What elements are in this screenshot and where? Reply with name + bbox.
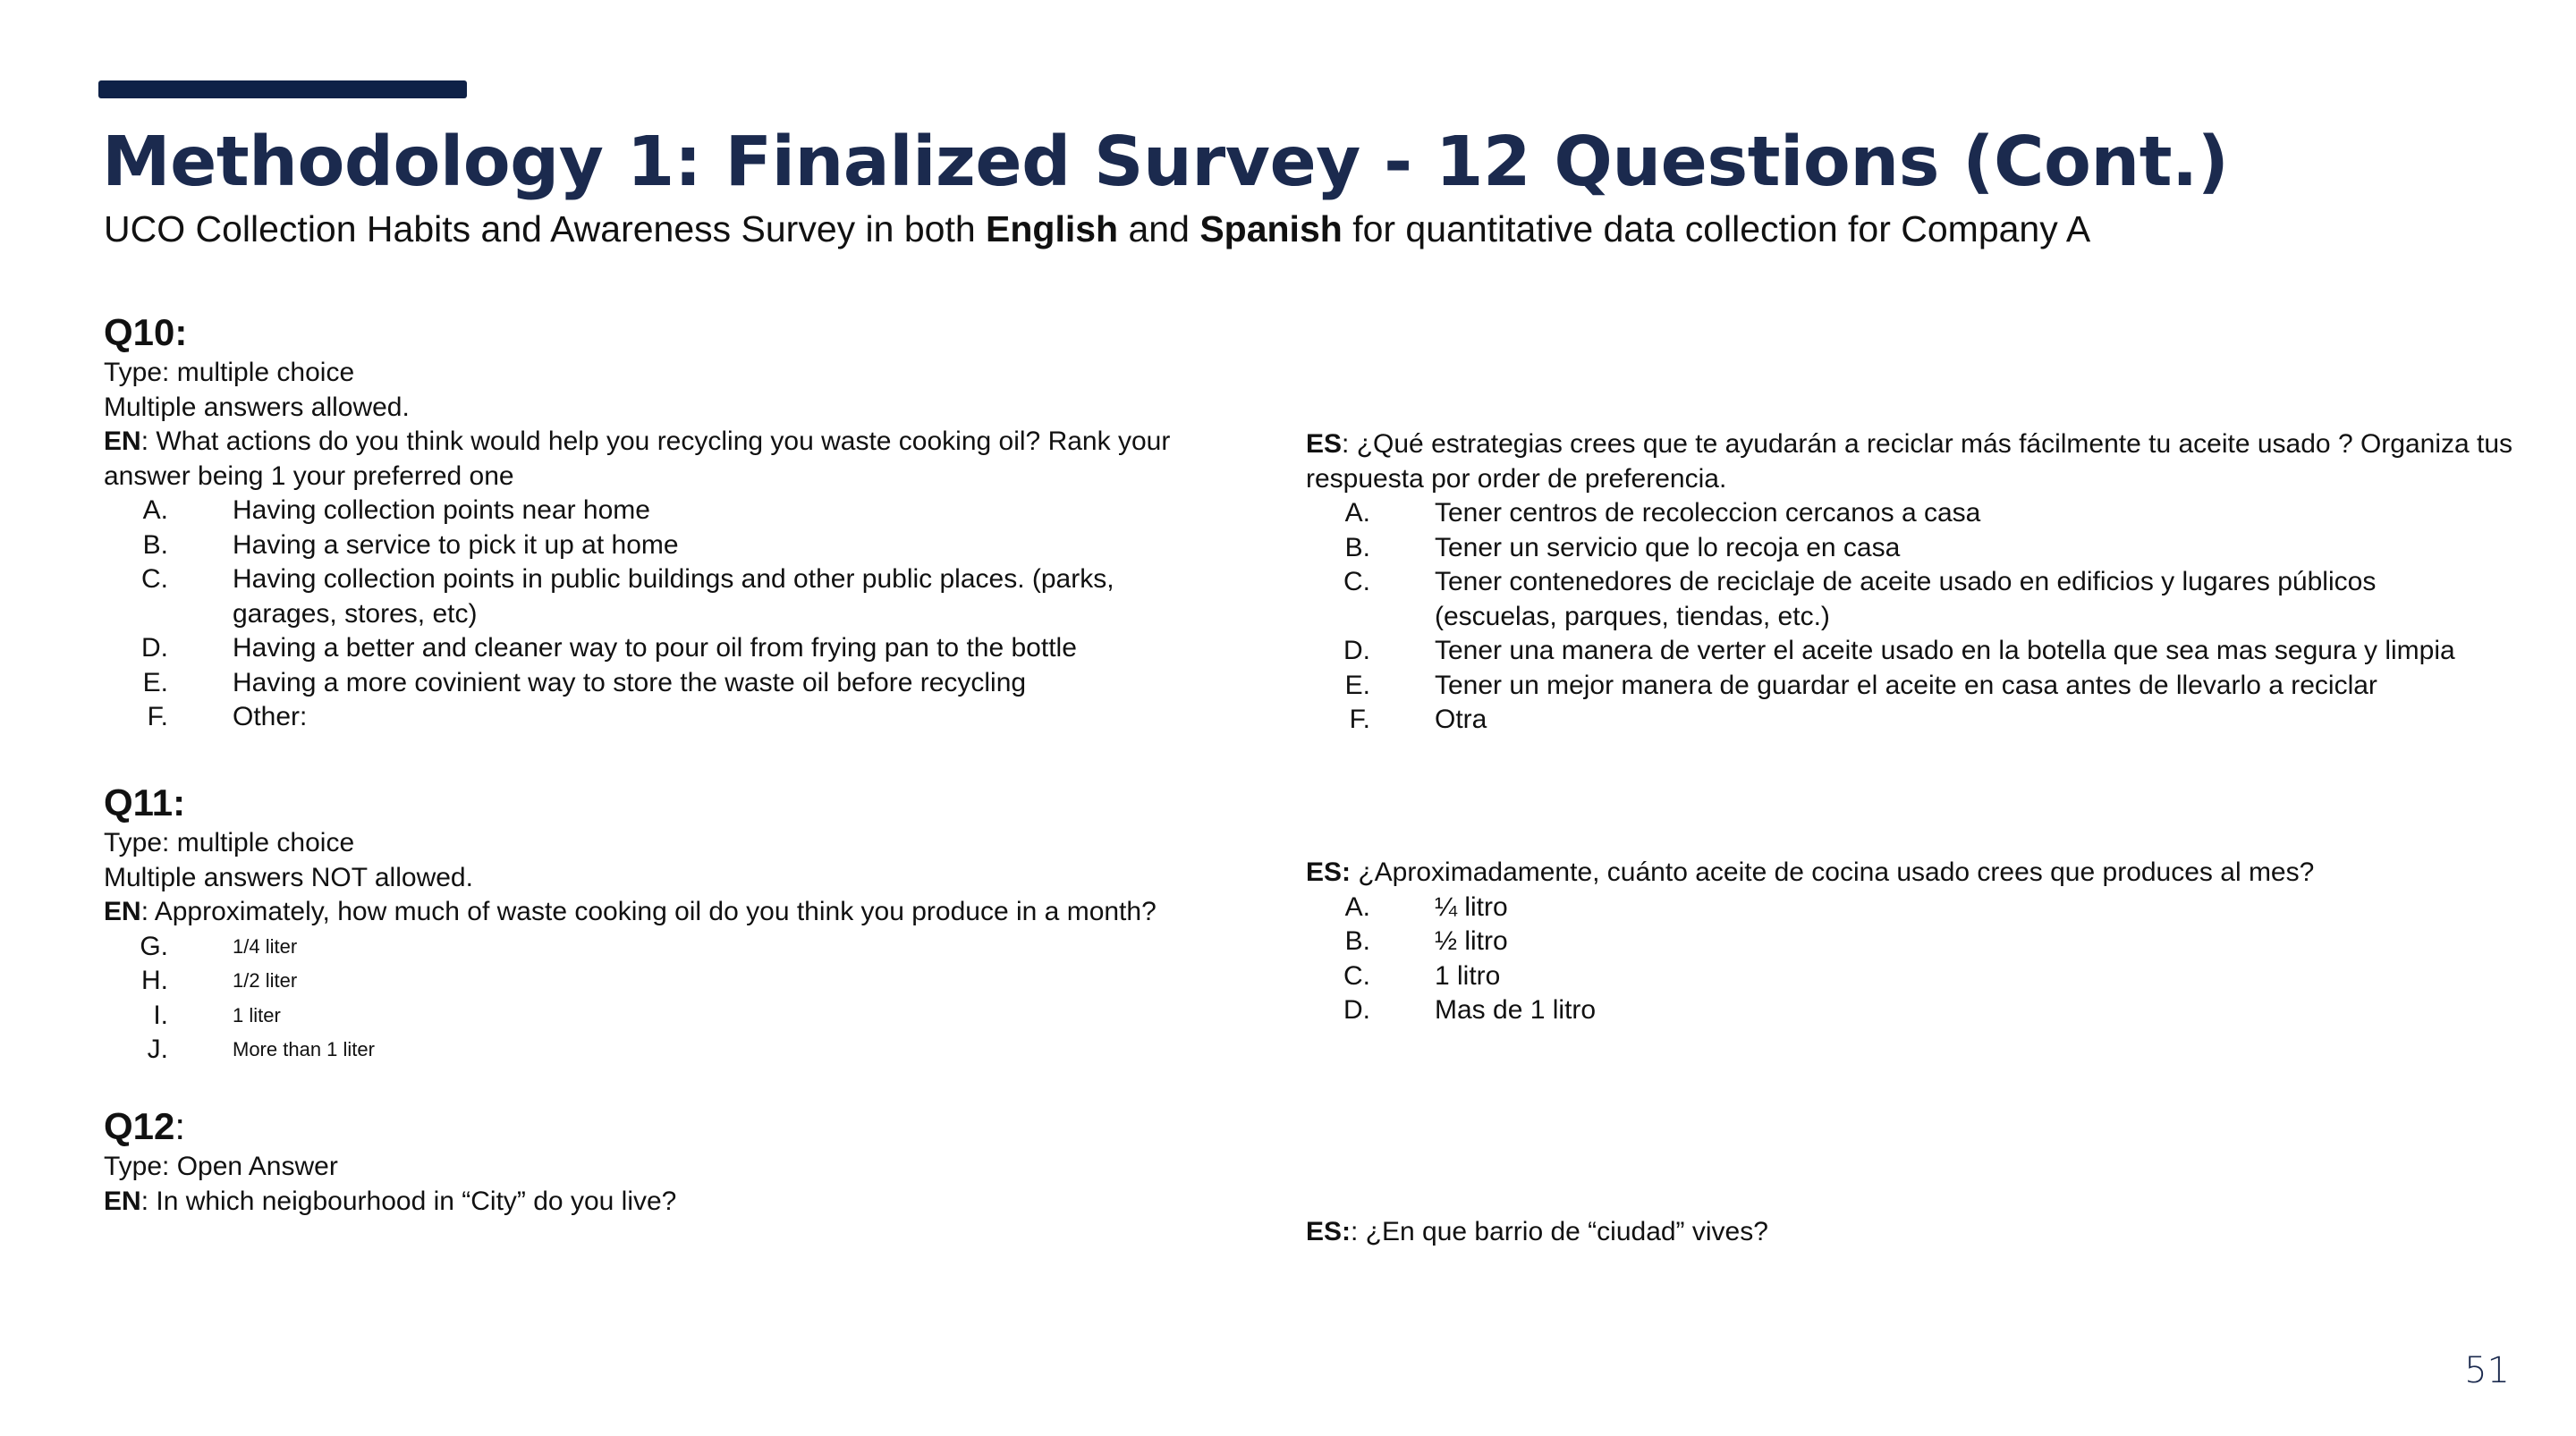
- list-item: [104, 930, 1249, 965]
- option-text: 1/4 liter: [233, 934, 298, 958]
- q11-type: Type: multiple choice: [104, 828, 355, 857]
- q11-es-options: [1306, 891, 2522, 1028]
- option-letter: A.: [1344, 891, 1370, 922]
- list-item: [104, 666, 1249, 701]
- q12-heading-text: Q12: [104, 1105, 175, 1147]
- list-item: [104, 1033, 1249, 1068]
- q11-english-block: [104, 780, 1249, 1068]
- option-letter: D.: [1343, 995, 1370, 1025]
- q10-answers-rule: Multiple answers allowed.: [104, 392, 410, 422]
- list-item: [1306, 925, 2522, 959]
- list-item: [104, 700, 1249, 735]
- option-text: Having collection points in public buildings and other public places. (parks, garages, stores, etc): [233, 564, 1114, 629]
- subtitle-bold-spanish: Spanish: [1199, 208, 1343, 249]
- q11-en-label: EN: [104, 897, 141, 926]
- option-text: Tener un servicio que lo recoja en casa: [1435, 532, 1901, 562]
- option-text: More than 1 liter: [233, 1038, 375, 1060]
- option-text: 1 litro: [1435, 960, 1501, 991]
- q10-es-options: [1306, 496, 2522, 738]
- q11-spanish-block: [1306, 856, 2522, 1028]
- option-letter: C.: [141, 564, 168, 594]
- q12-english-block: [104, 1103, 1249, 1219]
- q10-en-text: : What actions do you think would help you recycling you waste cooking oil? Rank your answer being 1 your preferred one: [104, 427, 1171, 491]
- q10-en-question: [104, 425, 1249, 494]
- option-text: Otra: [1435, 705, 1487, 734]
- option-letter: G.: [140, 931, 168, 961]
- page-number: 51: [2464, 1350, 2510, 1391]
- option-text: Tener una manera de verter el aceite usado en la botella que sea mas segura y limpia: [1435, 636, 2455, 665]
- q10-es-label: ES: [1306, 429, 1343, 459]
- q10-en-options: [104, 494, 1249, 735]
- list-item: [1306, 959, 2522, 994]
- slide-subtitle: [104, 205, 2233, 253]
- option-text: Having a service to pick it up at home: [233, 529, 679, 560]
- q11-answers-rule: Multiple answers NOT allowed.: [104, 862, 473, 892]
- option-text: ¼ litro: [1435, 891, 1508, 922]
- option-letter: B.: [1344, 532, 1370, 562]
- q11-es-question: [1306, 856, 2522, 891]
- q12-heading-colon: :: [174, 1105, 186, 1147]
- q10-spanish-block: [1306, 427, 2522, 738]
- list-item: [1306, 634, 2522, 669]
- option-letter: C.: [1343, 567, 1370, 596]
- option-text: Mas de 1 litro: [1435, 995, 1597, 1025]
- list-item: [104, 999, 1249, 1034]
- q10-heading: Q10:: [104, 311, 188, 353]
- q12-es-label: ES:: [1306, 1217, 1352, 1246]
- list-item: [104, 528, 1249, 563]
- option-letter: F.: [1349, 705, 1370, 734]
- list-item: [104, 964, 1249, 999]
- option-text: 1/2 liter: [233, 969, 298, 992]
- option-letter: E.: [142, 667, 168, 697]
- option-text: Tener un mejor manera de guardar el aceite en casa antes de llevarlo a reciclar: [1435, 670, 2377, 700]
- q12-en-question: [104, 1185, 1249, 1220]
- subtitle-text-3: for quantitative data collection for Company A: [1342, 208, 2091, 249]
- q10-type: Type: multiple choice: [104, 358, 355, 387]
- list-item: [104, 562, 1249, 631]
- list-item: [1306, 565, 2522, 634]
- q11-en-question: [104, 895, 1249, 930]
- title-accent-bar: [98, 80, 467, 98]
- list-item: [1306, 531, 2522, 566]
- list-item: [1306, 703, 2522, 738]
- q12-spanish-block: [1306, 1215, 2522, 1250]
- q12-es-text: : ¿En que barrio de “ciudad” vives?: [1351, 1217, 1768, 1246]
- option-text: 1 liter: [233, 1003, 281, 1026]
- option-letter: H.: [141, 966, 168, 995]
- option-text: Tener contenedores de reciclaje de aceite usado en edificios y lugares públicos (escuelas, parques, tiendas, etc.): [1435, 567, 2377, 631]
- option-letter: J.: [147, 1035, 168, 1064]
- list-item: [104, 494, 1249, 528]
- option-text: Having a better and cleaner way to pour oil from frying pan to the bottle: [233, 633, 1077, 663]
- option-letter: B.: [142, 529, 168, 560]
- option-letter: C.: [1343, 960, 1370, 991]
- q12-en-text: : In which neigbourhood in “City” do you live?: [140, 1186, 677, 1216]
- list-item: [1306, 669, 2522, 704]
- q11-en-options: [104, 930, 1249, 1068]
- option-letter: B.: [1344, 926, 1370, 956]
- option-letter: I.: [153, 1000, 168, 1030]
- option-letter: F.: [147, 702, 168, 731]
- q11-en-text: : Approximately, how much of waste cooking oil do you think you produce in a month?: [140, 897, 1157, 926]
- list-item: [1306, 891, 2522, 925]
- option-letter: A.: [1344, 498, 1370, 528]
- list-item: [104, 631, 1249, 666]
- option-letter: E.: [1344, 670, 1370, 700]
- q12-heading: [104, 1103, 1249, 1150]
- option-text: Tener centros de recoleccion cercanos a casa: [1435, 498, 1981, 528]
- q10-en-label: EN: [104, 427, 141, 456]
- subtitle-text-1: UCO Collection Habits and Awareness Survey in both: [104, 208, 987, 249]
- q10-es-question: [1306, 427, 2522, 496]
- q12-es-question: [1306, 1215, 2522, 1250]
- q10-es-text: : ¿Qué estrategias crees que te ayudarán a reciclar más fácilmente tu aceite usado ? Organiza tus respuesta por order de preferencia.: [1306, 429, 2513, 494]
- subtitle-text-2: and: [1118, 208, 1200, 249]
- subtitle-bold-english: English: [986, 208, 1119, 249]
- option-letter: D.: [141, 633, 168, 663]
- q12-en-label: EN: [104, 1186, 141, 1216]
- q10-english-block: [104, 309, 1249, 735]
- q11-heading: Q11:: [104, 781, 186, 824]
- option-letter: A.: [142, 495, 168, 525]
- option-text: Having collection points near home: [233, 495, 650, 525]
- slide-title: Methodology 1: Finalized Survey - 12 Questions (Cont.): [102, 122, 2229, 202]
- list-item: [1306, 993, 2522, 1028]
- q11-es-text: ¿Aproximadamente, cuánto aceite de cocina usado crees que produces al mes?: [1351, 857, 2315, 887]
- q12-type: Type: Open Answer: [104, 1152, 338, 1181]
- list-item: [1306, 496, 2522, 531]
- q11-es-label: ES:: [1306, 857, 1352, 887]
- option-letter: D.: [1343, 636, 1370, 665]
- option-text: Other:: [233, 702, 308, 731]
- option-text: Having a more covinient way to store the waste oil before recycling: [233, 667, 1027, 697]
- option-text: ½ litro: [1435, 926, 1508, 956]
